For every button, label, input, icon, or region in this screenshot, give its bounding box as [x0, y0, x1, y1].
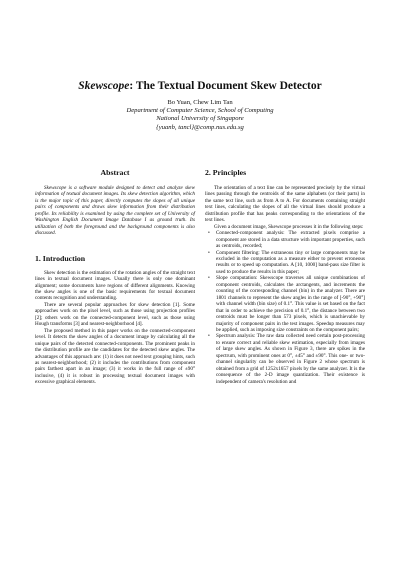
left-column: [35, 168, 195, 386]
step-item: • Slope computation: Skewscope traverses all unique combinations of component centroids, calculates the arctangents, and increments the counting of the corresponding channel (bin) in the analyzer. There are 1801 channels to represent the skew angles in the range of [-90°, +90°] with channel width (bin size) of 0.1°. This value is set based on the fact that in order to achieve the precision of 0.1°, the distance between two centroids must be longer than 573 pixels, which is unachievable by majority of component pairs in the test images. Speedup measures may be applied, such as imposing size constraints on the component pairs;: [216, 275, 365, 333]
author-names: Bo Yuan, Chew Lim Tan: [167, 99, 233, 106]
intro-paragraph: The proposed method in this paper works on the connected-component level. It detects the skew angles of a document image by calculating all the unique pairs of the detected connected-components. The prominent peaks in the distribution profile are the candidates for the detected skew angles. The advantages of this approach are: (1) it does not need text grouping hints, such as nearest-neighborhood; (2) it includes the contributions from component pairs farthest apart in an image; (3) it works in the full range of ±90° inclusive, (4) it is robust in processing textual document images with excessive graphical elements.: [35, 327, 195, 386]
title-main: Skewscope: [78, 80, 130, 92]
step-item: • Connected-component analysis: The extracted pixels comprise a component are stored in a data structure with important properties, such as centroids, recorded;: [216, 230, 365, 249]
steps-list: [205, 230, 365, 385]
paper-title: [0, 80, 400, 92]
intro-heading: 1. Introduction: [35, 253, 86, 263]
title-rest: : The Textual Document Skew Detector: [129, 80, 322, 92]
author-university: National University of Singapore: [156, 115, 244, 123]
principles-heading: 2. Principles: [205, 168, 247, 177]
intro-paragraph: There are several popular approaches for skew detection [1]. Some approaches work on the pixel level, such as those using projection profiles [2]; others work on the connected-component level, such as those using Hough transforms [3] and nearest-neighborhood [4].: [35, 301, 195, 328]
abstract-text: Skewscope is a software module designed to detect and analyze skew information of textual document images. Its skew detection algorithm, which is the major topic of this paper, directly computes the slopes of all unique pairs of components and draws skew information from their distribution profile. Its reliability is examined by using the complete set of University of Washington English Document Image Database I as ground truth. Its utilization of both the foreground and the background components is also discussed.: [35, 185, 195, 237]
step-item: • Spectrum analysis: The raw data collected need certain post-processing to ensure correct and reliable skew estimation, especially from images of large skew angles. As shown in Figure 3, there are spikes in the spectrum, with prominent ones at 0°, ±45° and ±90°. This one- or two-channel singularity can be observed in Figure 2 whose spectrum is obtained from a grid of 1252x1657 pixels by the same analyzer. It is the consequence of the 2-D image quantization. Their existence is independent of camera's resolution and: [216, 333, 365, 385]
principles-paragraph: The orientation of a text line can be represented precisely by the virtual lines passing through the centroids of the same alphabets (or their parts) in the same text line, such as from A to A. For documents containing straight text lines, calculating the slopes of all the virtual lines should produce a distribution profile that has peaks corresponding to the orientations of the text lines.: [205, 185, 365, 224]
author-department: Department of Computer Science, School of Computing: [126, 107, 274, 115]
abstract-heading: Abstract: [100, 168, 130, 177]
author-block: [0, 99, 400, 132]
step-item: • Component filtering: The extraneous tiny or large components may be excluded in the computation as a measure either to prevent erroneous results or to speed up computation. A [10, 1000] band-pass size filter is used to produce the results in this paper;: [216, 250, 365, 276]
right-column: [205, 168, 365, 385]
intro-paragraph: Skew detection is the estimation of the rotation angles of the straight text lines in textual document images. Usually there is only one dominant alignment; some documents have regions of different alignments. Knowing the skew angles is one of the basic requirements for textual document contents recognition and understanding.: [35, 269, 195, 302]
author-email: {yuanb, tancl}@comp.nus.edu.sg: [156, 123, 244, 131]
principles-paragraph: Given a document image, Skewscope processes it in the following steps:: [214, 223, 364, 230]
